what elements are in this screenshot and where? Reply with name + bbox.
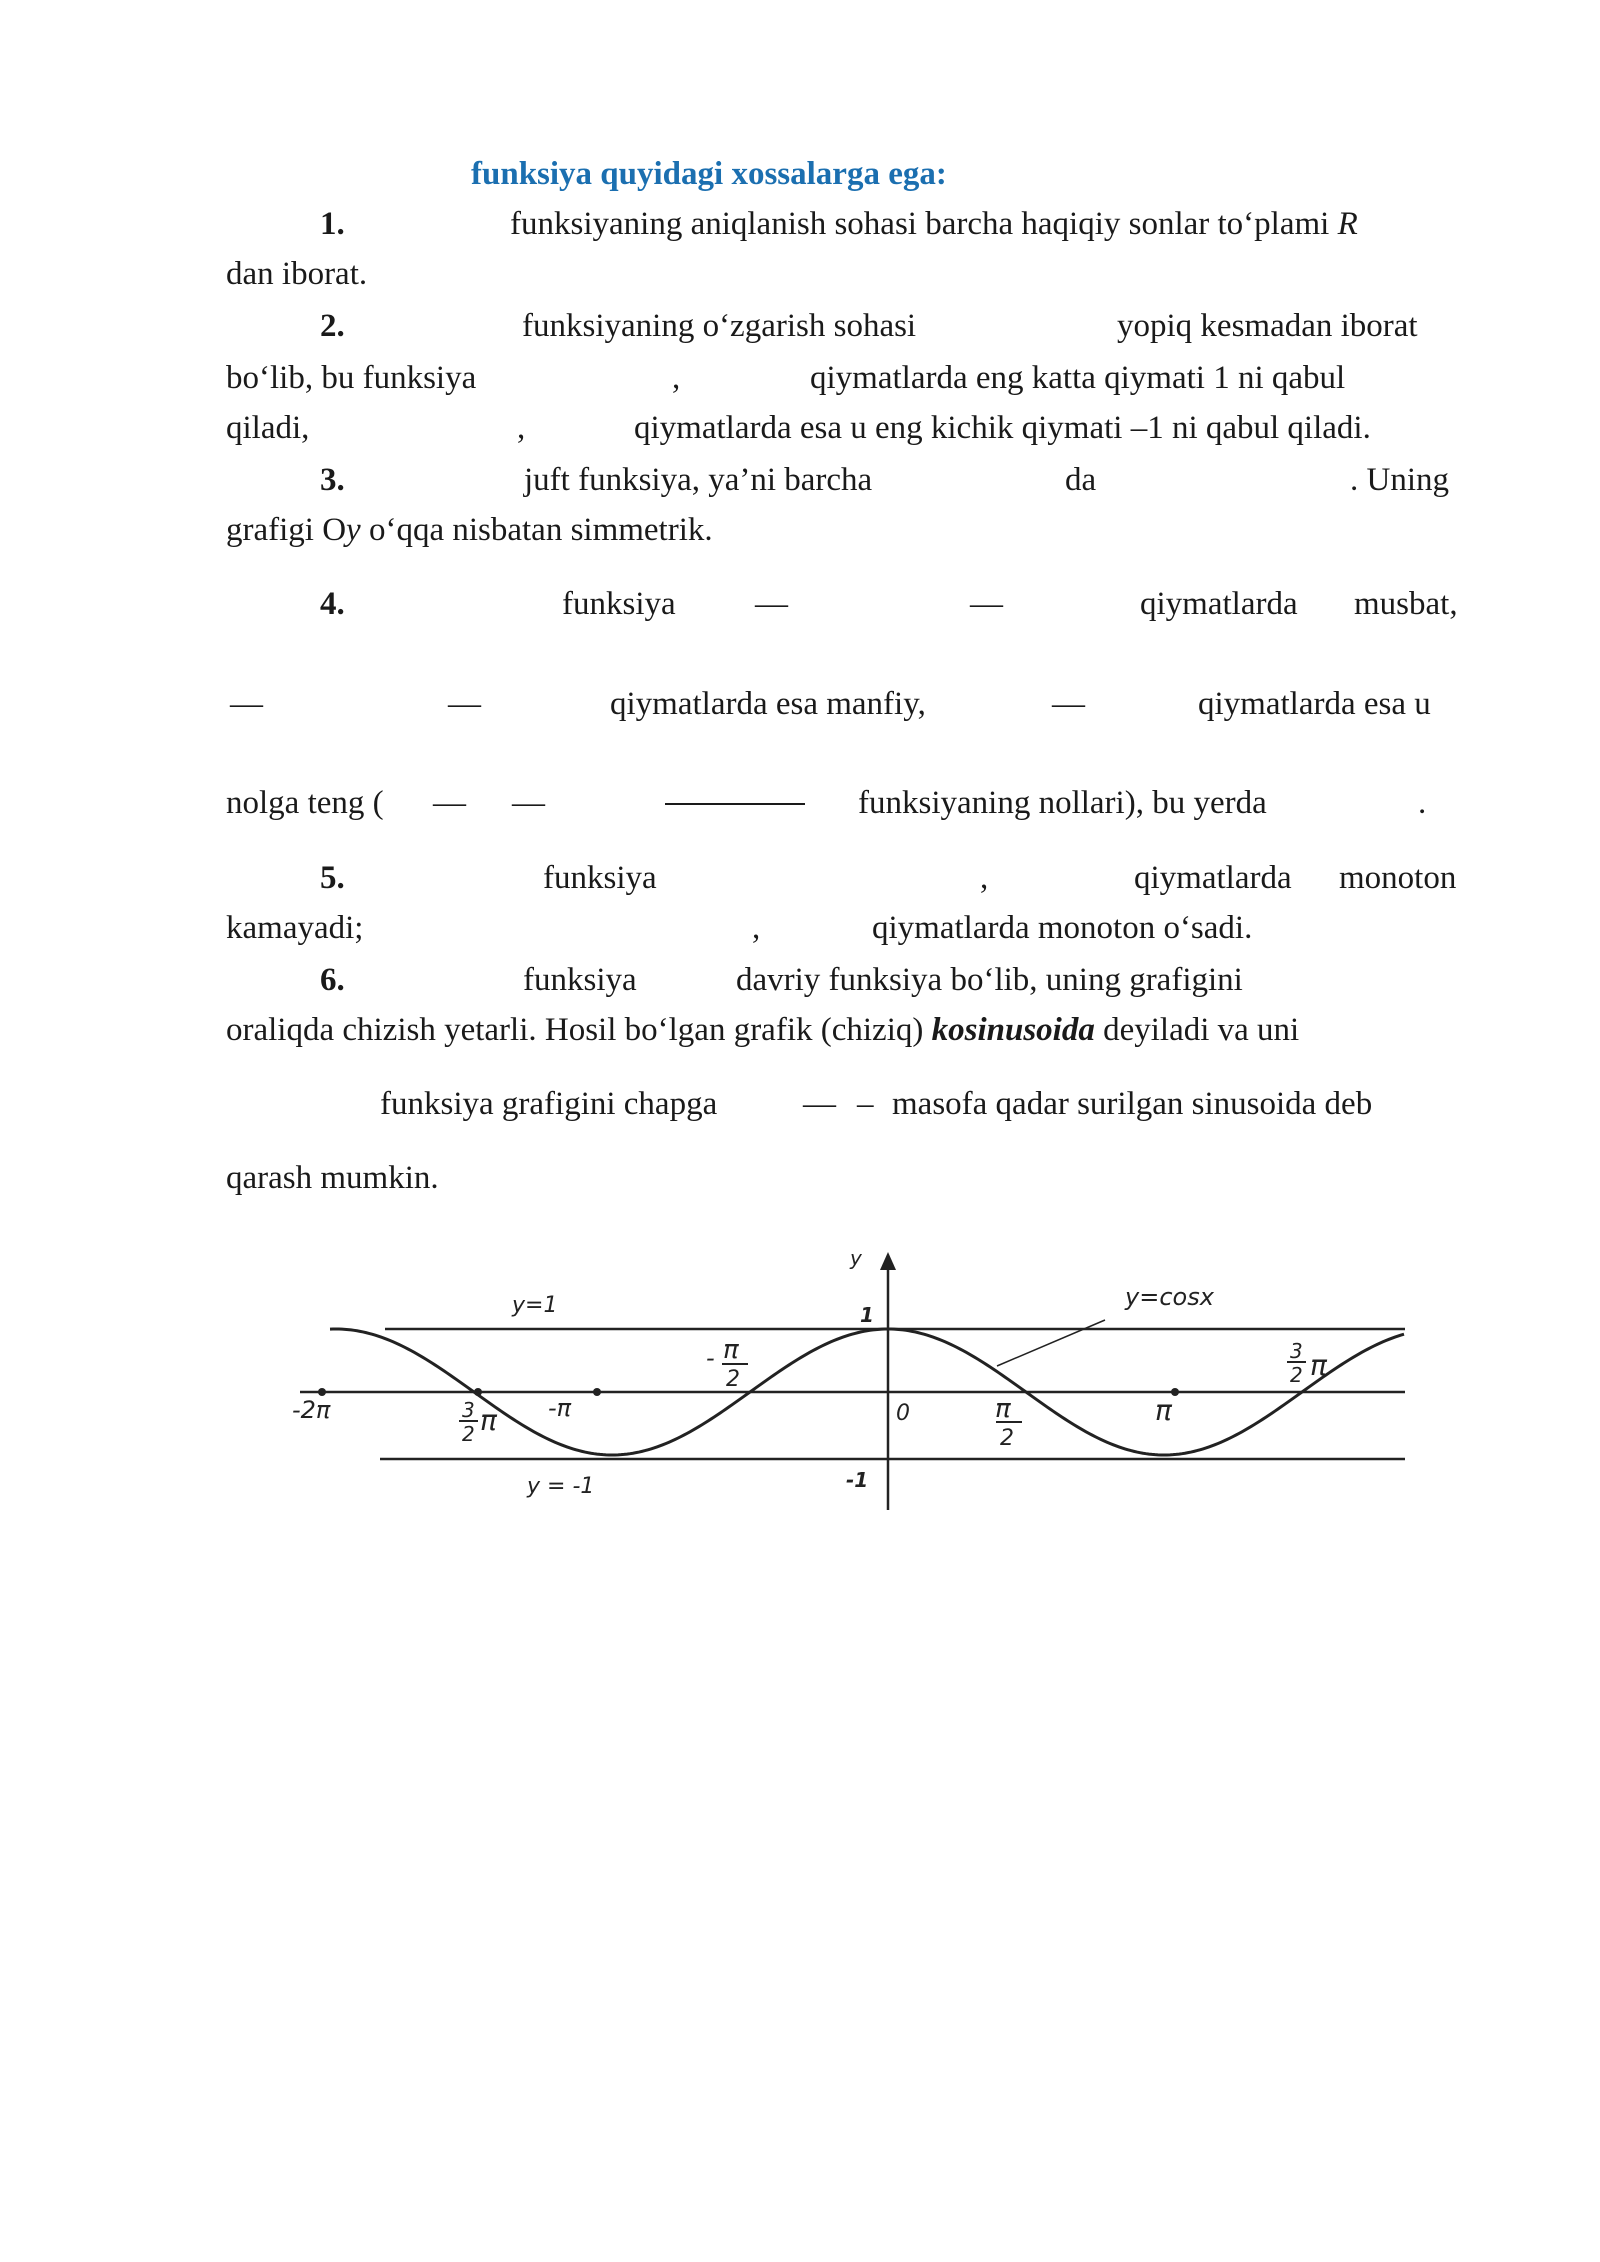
property-2-a: funksiyaning o‘zgarish sohasi [522,308,917,344]
property-5-d: monoton [1339,860,1457,896]
property-5-b: , [980,860,989,896]
property-2-e: qiymatlarda eng katta qiymati 1 ni qabul [810,360,1346,396]
property-4-e: qiymatlarda esa u [1198,686,1431,722]
property-6-g: masofa qadar surilgan sinusoida deb [892,1086,1373,1122]
property-3-d: grafigi Oy o‘qqa nisbatan simmetrik. [226,512,713,548]
pi-symbol: π [995,1394,1011,1424]
property-4-h: . [1418,785,1427,821]
denominator-two: 2 [1290,1363,1303,1387]
property-5-f: , [752,910,761,946]
y-axis-label: y [850,1246,862,1270]
curve-label: y=cosx [1125,1283,1214,1311]
pi-symbol: π [480,1404,497,1437]
item-number-3: 3. [320,462,345,498]
tick-dot [1171,1388,1179,1396]
tick-dot [474,1388,482,1396]
property-2-h: qiymatlarda esa u eng kichik qiymati –1 ni qabul qiladi. [634,410,1371,446]
pi-symbol: π [1310,1349,1327,1382]
item-number-2: 2. [320,308,345,344]
fraction-bar: — [970,586,1003,622]
section-heading: funksiya quyidagi xossalarga ega: [471,156,947,192]
tick-dot [318,1388,326,1396]
fraction-bar: — [512,785,545,821]
pi-symbol: π [723,1335,739,1365]
origin-label: 0 [896,1401,910,1426]
item-number-6: 6. [320,962,345,998]
x-tick-neg-pi: -π [548,1394,572,1422]
property-5-a: funksiya [543,860,657,896]
property-6-c: oraliqda chizish yetarli. Hosil bo‘lgan grafik (chiziq) kosinusoida deyiladi va uni [226,1012,1300,1048]
property-4-d: qiymatlarda esa manfiy, [610,686,926,722]
property-3-b: da [1065,462,1097,498]
fraction-bar: — [755,586,788,622]
property-4-f: nolga teng ( [226,785,384,821]
fraction-bar: — [448,686,481,722]
item-number-4: 4. [320,586,345,622]
property-2-d: , [672,360,681,396]
minus-sign: - [706,1344,715,1372]
item-number-1: 1. [320,206,345,242]
numerator-three: 3 [1290,1339,1303,1363]
label-pointer [997,1320,1105,1366]
tick-minus-one: -1 [846,1468,869,1492]
item-number-5: 5. [320,860,345,896]
property-6-f: funksiya grafigini chapga [380,1086,718,1122]
denominator-two: 2 [462,1422,475,1446]
property-2-g: , [517,410,526,446]
yneg1-label: y = -1 [527,1474,595,1499]
property-4-b: qiymatlarda [1140,586,1298,622]
x-tick-pi: π [1155,1394,1172,1427]
tick-one: 1 [860,1303,874,1327]
y-axis-arrow-icon [880,1252,896,1270]
fraction-bar: — [433,785,466,821]
property-4-c: musbat, [1354,586,1458,622]
fraction-bar: — [230,686,263,722]
numerator-three: 3 [462,1398,475,1422]
property-6-a: funksiya [523,962,637,998]
property-5-c: qiymatlarda [1134,860,1292,896]
property-2-b: yopiq kesmadan iborat [1117,308,1418,344]
property-3-a: juft funksiya, ya’ni barcha [524,462,873,498]
property-6-dash: – [857,1086,874,1122]
property-5-e: kamayadi; [226,910,364,946]
property-5-g: qiymatlarda monoton o‘sadi. [872,910,1253,946]
property-6-h: qarash mumkin. [226,1160,439,1196]
property-4-g: funksiyaning nollari), bu yerda [858,785,1267,821]
property-2-f: qiladi, [226,410,310,446]
denominator-two: 2 [1000,1426,1014,1451]
x-tick-neg-2pi: -2π [292,1396,331,1424]
property-6-b: davriy funksiya bo‘lib, uning grafigini [736,962,1243,998]
fraction-bar: — [803,1086,836,1122]
denominator-two: 2 [726,1367,740,1392]
y1-label: y=1 [512,1293,558,1318]
property-2-c: bo‘lib, bu funksiya [226,360,477,396]
fraction-bar: — [1052,686,1085,722]
property-4-a: funksiya [562,586,676,622]
property-3-c: . Uning [1350,462,1449,498]
set-r: R [1337,206,1358,242]
property-1-text: funksiyaning aniqlanish sohasi barcha haqiqiy sonlar to‘plami R [510,206,1358,242]
tick-dot [593,1388,601,1396]
property-1-cont: dan iborat. [226,256,368,292]
